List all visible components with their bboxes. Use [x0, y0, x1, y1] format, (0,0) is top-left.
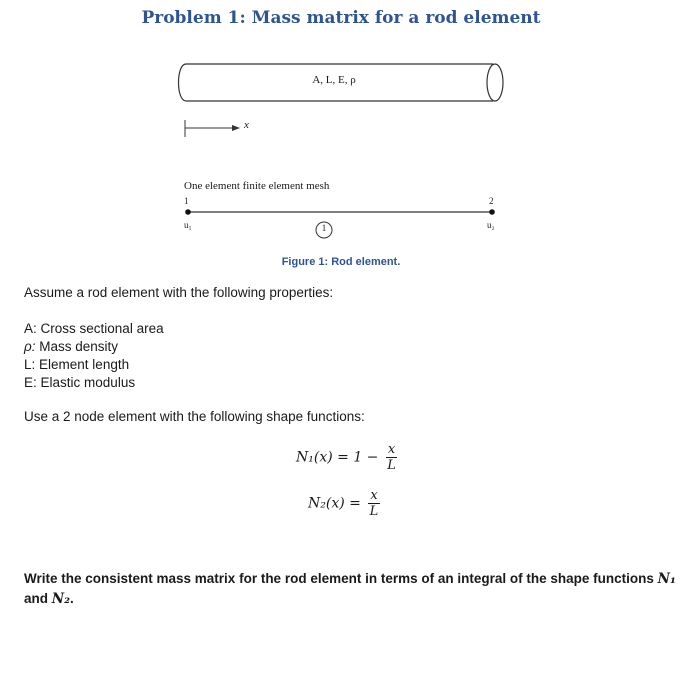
equation-n2-lhs: N₂(x) =: [308, 495, 361, 512]
node-1-label: 1: [184, 196, 189, 206]
page-title: Problem 1: Mass matrix for a rod element: [141, 8, 541, 28]
rod-figure: [0, 0, 700, 250]
axis-label: x: [244, 119, 249, 131]
equation-n2: [308, 488, 380, 519]
property-length: L: Element length: [24, 357, 130, 372]
property-area: A: Cross sectional area: [24, 321, 164, 336]
element-number-label: 1: [321, 223, 327, 233]
equation-n1: [296, 442, 397, 473]
rod-properties-label: A, L, E, ρ: [312, 74, 356, 86]
mesh-label: One element finite element mesh: [184, 180, 330, 192]
dof-2-label: u₂: [487, 220, 495, 230]
task-statement: Write the consistent mass matrix for the rod element in terms of an integral of the shape functions N₁ and N₂.: [24, 571, 676, 607]
properties-list: [24, 320, 164, 392]
node-2-label: 2: [489, 196, 494, 206]
intro-text: Assume a rod element with the following properties:: [24, 285, 334, 300]
property-density: ρ: Mass density: [24, 339, 119, 354]
figure-caption: Figure 1: Rod element.: [281, 256, 401, 268]
equation-n2-fraction: $\frac{x}{L}$: [369, 488, 379, 519]
property-modulus: E: Elastic modulus: [24, 375, 136, 390]
dof-1-label: u₁: [184, 220, 192, 230]
rod-left-end: [179, 64, 187, 101]
equation-n1-lhs: N₁(x) = 1 −: [296, 449, 379, 466]
mesh-node-1: [185, 209, 191, 215]
rod-right-end: [487, 64, 503, 101]
mesh-node-2: [489, 209, 495, 215]
shape-intro-text: Use a 2 node element with the following shape functions:: [24, 409, 365, 424]
equation-n1-fraction: $\frac{x}{L}$: [387, 442, 396, 473]
axis-arrowhead: [232, 125, 240, 131]
